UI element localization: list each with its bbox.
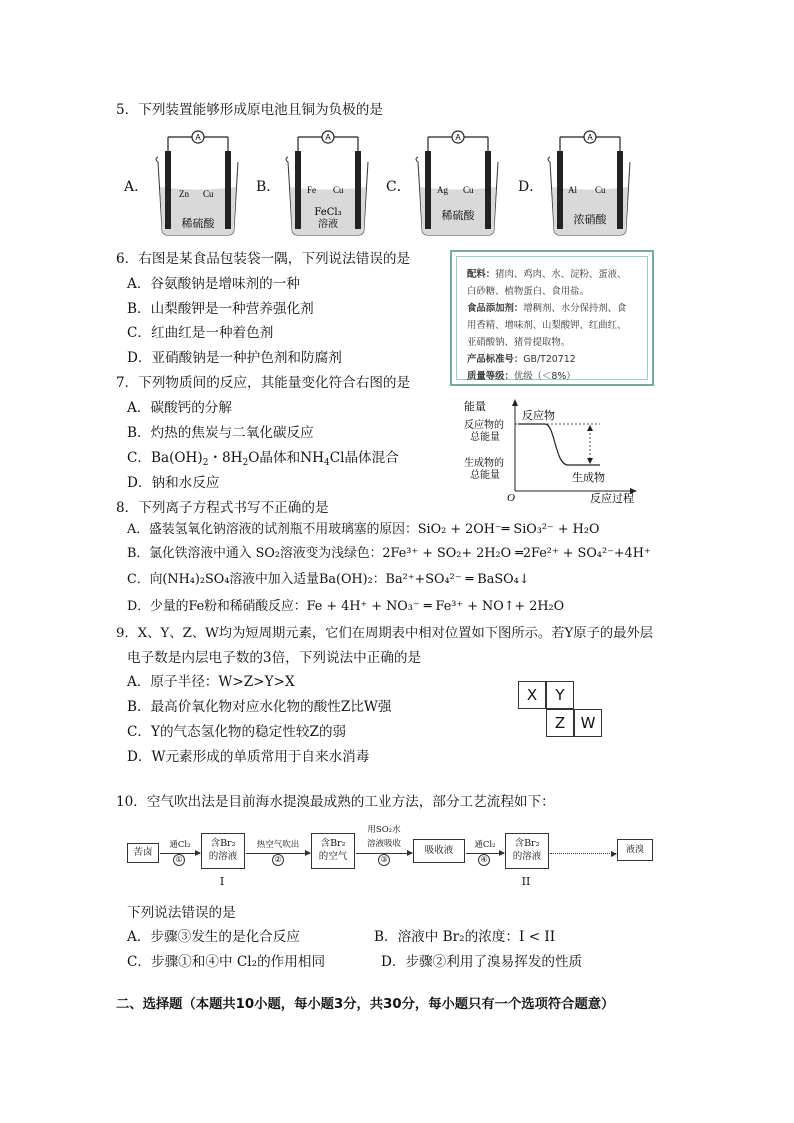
- flow-step1-num: ①: [173, 854, 185, 866]
- electrode-left-a: Zn: [179, 189, 189, 199]
- electrode-right-c: Cu: [463, 185, 474, 195]
- flow-box-solution-2: 含Br₂ 的溶液: [505, 833, 549, 869]
- energy-diagram: [460, 397, 640, 505]
- q7-option-c: C．$Ba(OH)_2$・$8H_2O$晶体和$NH_4Cl$晶体混合: [127, 450, 399, 468]
- flow-box-absorbent: 吸收液: [413, 839, 465, 863]
- reactants-label: 反应物: [522, 409, 555, 422]
- additives-line2: 用香精、增味剂、山梨酸钾、红曲红、: [467, 320, 627, 331]
- q8-option-a: A．盛装氢氧化钠溶液的试剂瓶不用玻璃塞的原因：SiO₂ + 2OH⁻═ SiO₃²⁻ + H₂O: [127, 522, 600, 537]
- q10-option-a: A．步骤③发生的是化合反应: [127, 929, 300, 945]
- reactant-total-energy-label-1: 反应物的: [464, 420, 504, 431]
- flow-step2-num: ②: [272, 854, 284, 866]
- ingredients-title: 配料：: [467, 269, 496, 280]
- reactant-total-energy-label-2: 总能量: [470, 432, 500, 443]
- flow-box-air: 含Br₂ 的空气: [311, 833, 355, 869]
- q7-stem: 7．下列物质间的反应，其能量变化符合右图的是: [116, 375, 411, 391]
- flow-step3-num: ③: [378, 854, 390, 866]
- electrode-left-d: Al: [568, 185, 577, 195]
- q7-option-a: A．碳酸钙的分解: [127, 400, 232, 416]
- q8-option-b: B．氯化铁溶液中通入 SO₂溶液变为浅绿色：2Fe³⁺ + SO₂+ 2H₂O ═2Fe²⁺ + SO₄²⁻+4H⁺: [127, 546, 651, 561]
- section-2-heading: 二、选择题（本题共10小题，每小题3分，共30分，每小题只有一个选项符合题意）: [116, 997, 615, 1012]
- cell-z: Z: [546, 709, 574, 737]
- flow-step4-label: 通Cl₂: [474, 840, 496, 850]
- flow-step3-label-2: 溶液吸收: [366, 839, 401, 849]
- energy-axis-label: 能量: [464, 400, 486, 413]
- beaker-apparatus-c: [408, 127, 508, 245]
- q6-stem: 6．右图是某食品包装袋一隅，下列说法错误的是: [116, 251, 411, 267]
- q5-option-c-letter: C．: [386, 179, 411, 195]
- solution-b-line2: 溶液: [318, 219, 338, 230]
- reaction-progress-label: 反应过程: [590, 492, 634, 505]
- ingredients-line1: 猪肉、鸡肉、水、淀粉、蛋液、: [495, 269, 627, 280]
- electrode-right-d: Cu: [595, 185, 606, 195]
- q9-stem-line1: 9．X、Y、Z、W均为短周期元素，它们在周期表中相对位置如下图所示。若Y原子的最外层: [116, 626, 654, 641]
- q5-stem: 5．下列装置能够形成原电池且铜为负极的是: [116, 102, 383, 118]
- q9-option-d: D．W元素形成的单质常用于自来水消毒: [127, 749, 370, 765]
- q6-option-c: C．红曲红是一种着色剂: [127, 325, 274, 341]
- flow-step1-label: 通Cl₂: [169, 840, 191, 850]
- q6-option-d: D．亚硝酸钠是一种护色剂和防腐剂: [127, 350, 342, 366]
- products-label: 生成物: [572, 471, 605, 484]
- standard-value: GB/T20712: [523, 354, 576, 365]
- ammeter-a-label: A: [195, 133, 201, 142]
- q8-stem: 8．下列离子方程式书写不正确的是: [116, 500, 329, 516]
- flow-step4-num: ④: [478, 854, 490, 866]
- q10-prompt: 下列说法错误的是: [127, 905, 236, 921]
- food-label-image: [450, 250, 654, 386]
- beaker-apparatus-b: [278, 127, 378, 245]
- q8-option-d: D．少量的Fe粉和稀硝酸反应：Fe + 4H⁺ + NO₃⁻ ═ Fe³⁺ + NO↑+ 2H₂O: [127, 599, 565, 614]
- flow-box-liquid-bromine: 液溴: [617, 839, 653, 861]
- q6-option-b: B．山梨酸钾是一种营养强化剂: [127, 301, 314, 317]
- additives-title: 食品添加剂：: [467, 303, 524, 314]
- solution-b: FeCl₃: [314, 207, 342, 218]
- grade-value: 优级（＜8%）: [513, 371, 576, 382]
- q9-stem-line2: 电子数是内层电子数的3倍，下列说法中正确的是: [127, 650, 422, 666]
- q5-option-a-letter: A．: [124, 179, 149, 195]
- electrode-left-c: Ag: [437, 185, 448, 195]
- q10-option-c: C．步骤①和④中 Cl₂的作用相同: [127, 954, 326, 970]
- ammeter-b-label: A: [325, 133, 331, 142]
- additives-line1: 增稠剂、水分保持剂、食: [523, 303, 627, 314]
- origin-label: O: [507, 492, 515, 504]
- q10-stem: 10．空气吹出法是目前海水提溴最成熟的工业方法，部分工艺流程如下：: [116, 794, 555, 810]
- flow-step2-label: 热空气吹出: [256, 840, 300, 850]
- ammeter-d-label: A: [587, 133, 593, 142]
- flow-box-brine: 苦卤: [127, 843, 159, 863]
- solution-a: 稀硫酸: [181, 217, 215, 230]
- beaker-apparatus-a: [148, 127, 248, 245]
- q7-option-b: B．灼热的焦炭与二氧化碳反应: [127, 425, 314, 441]
- q9-option-c: C．Y的气态氢化物的稳定性较Z的弱: [127, 724, 347, 740]
- product-total-energy-label-1: 生成物的: [464, 458, 504, 469]
- ammeter-c-label: A: [455, 133, 461, 142]
- ingredients-line2: 白砂糖、植物蛋白、食用盐。: [467, 286, 589, 297]
- q6-option-a: A．谷氨酸钠是增味剂的一种: [127, 276, 300, 292]
- cell-x: X: [518, 681, 546, 709]
- q7-option-d: D．钠和水反应: [127, 475, 220, 491]
- q9-option-b: B．最高价氧化物对应水化物的酸性Z比W强: [127, 699, 392, 715]
- flow-roman-1: I: [219, 875, 225, 888]
- cell-w: W: [574, 709, 602, 737]
- grade-title: 质量等级：: [467, 371, 514, 382]
- q10-option-d: D．步骤②利用了溴易挥发的性质: [381, 954, 583, 970]
- flow-arrow-dotted: [550, 853, 616, 854]
- electrode-right-b: Cu: [333, 185, 344, 195]
- solution-c: 稀硫酸: [441, 209, 475, 222]
- electrode-right-a: Cu: [203, 189, 214, 199]
- electrode-left-b: Fe: [307, 185, 316, 195]
- q9-option-a: A．原子半径：W>Z>Y>X: [127, 674, 295, 690]
- solution-d: 浓硝酸: [573, 213, 607, 226]
- additives-line3: 亚硝酸钠、猪骨提取物。: [467, 337, 571, 348]
- standard-title: 产品标准号：: [467, 354, 524, 365]
- q8-option-c: C．向(NH₄)₂SO₄溶液中加入适量Ba(OH)₂：Ba²⁺+SO₄²⁻ ═ BaSO₄↓: [127, 572, 530, 587]
- q5-option-d-letter: D．: [518, 179, 544, 195]
- beaker-apparatus-d: [540, 127, 640, 245]
- flow-roman-2: II: [521, 875, 531, 888]
- q10-option-b: B．溶液中 Br₂的浓度：I < II: [374, 929, 556, 945]
- flow-box-solution-1: 含Br₂ 的溶液: [201, 833, 245, 869]
- flow-step3-label-1: 用SO₂水: [367, 825, 401, 835]
- cell-y: Y: [546, 681, 574, 709]
- q5-option-b-letter: B．: [256, 179, 281, 195]
- product-total-energy-label-2: 总能量: [470, 470, 500, 481]
